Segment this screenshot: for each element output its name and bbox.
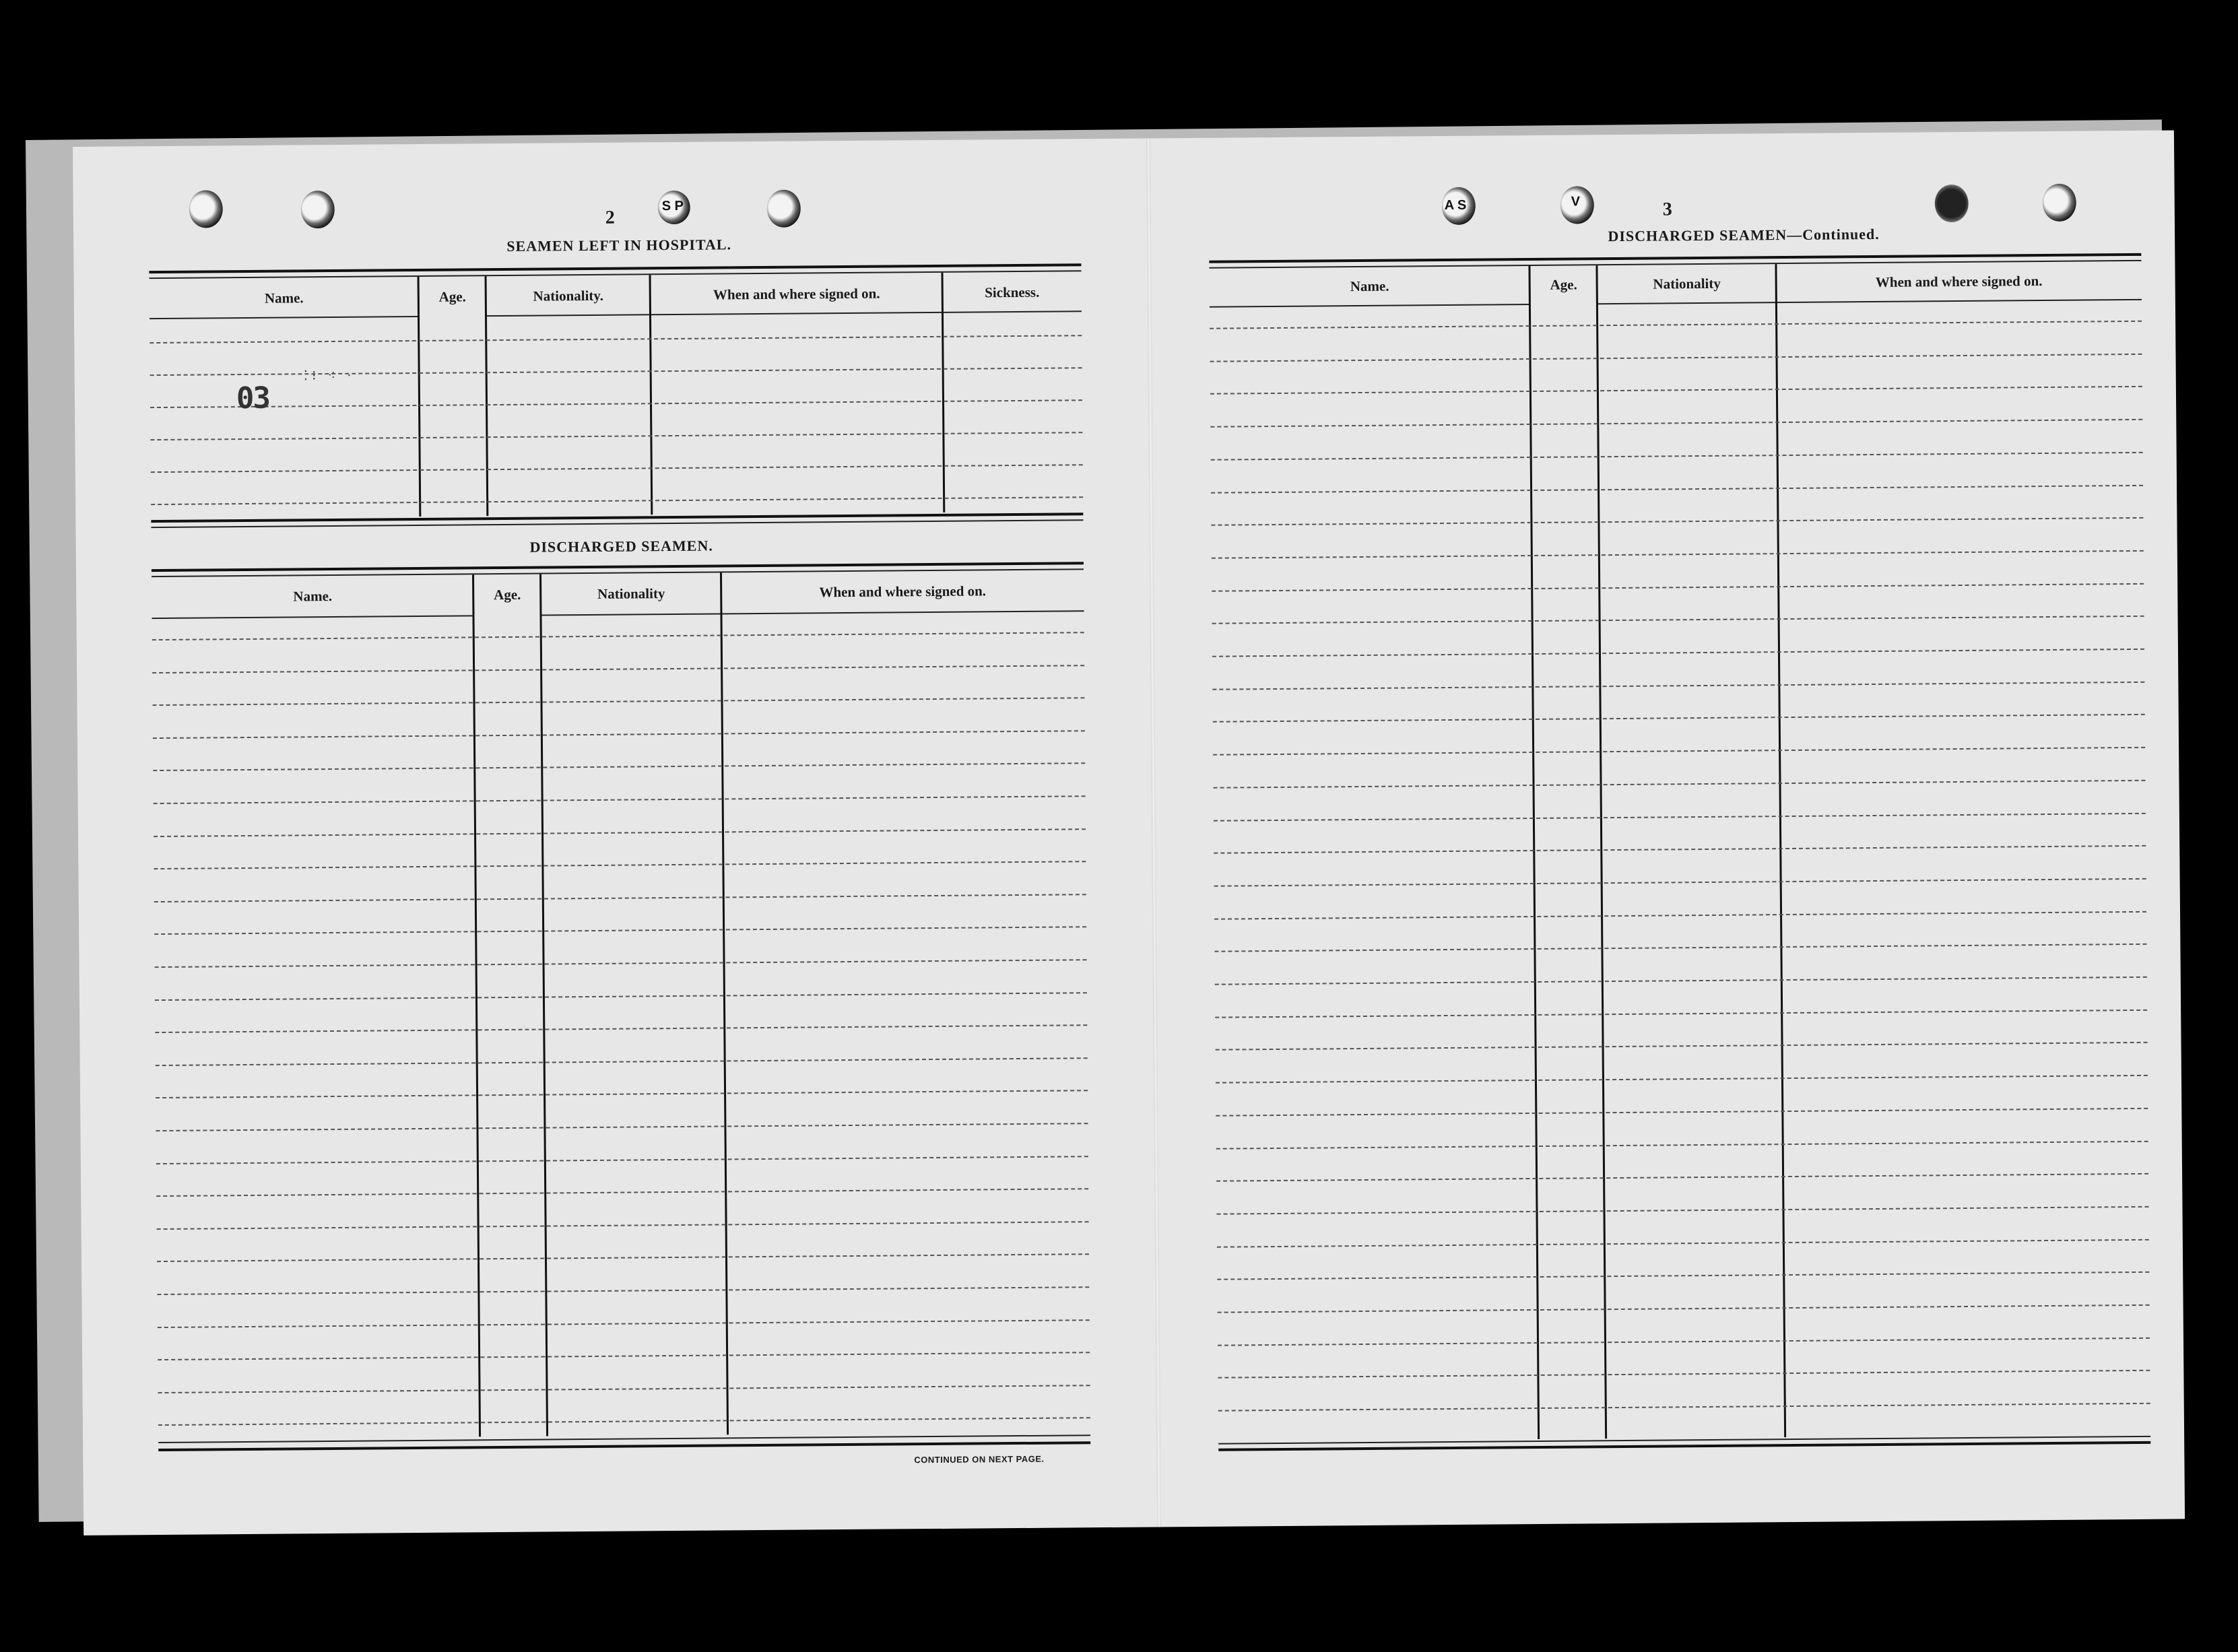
column-divider [1775, 264, 1786, 1437]
col-header-age: Age. [494, 586, 521, 603]
column-divider [418, 277, 422, 517]
ruled-row-line [1210, 321, 2142, 329]
ruled-row-line [1217, 1271, 2149, 1280]
punch-hole [2043, 184, 2076, 222]
page-number-right: 3 [1662, 199, 1672, 220]
ruled-row-line [1211, 484, 2143, 493]
col-header-nationality: Nationality [1653, 275, 1721, 292]
discharged-section-title: DISCHARGED SEAMEN. [529, 537, 713, 556]
col-header-nationality: Nationality [597, 585, 665, 602]
header-underline [541, 613, 721, 616]
ruled-row-line [1214, 878, 2146, 887]
ruled-row-line [1212, 550, 2144, 559]
ruled-row-line [1210, 386, 2142, 395]
continued-note: CONTINUED ON NEXT PAGE. [914, 1453, 1045, 1465]
col-header-name: Name. [264, 290, 304, 306]
ruled-row-line [1214, 780, 2146, 789]
header-underline [1210, 304, 1530, 308]
punch-hole [1935, 185, 1969, 222]
header-underline [1777, 299, 2142, 303]
ruled-row-line [1218, 1370, 2150, 1379]
ruled-row-line [155, 1024, 1087, 1033]
ruled-row-line [1216, 1140, 2148, 1149]
col-header-age: Age. [438, 288, 466, 305]
ruled-row-line [156, 1188, 1088, 1197]
header-underline [150, 316, 419, 319]
column-divider [720, 572, 729, 1434]
ruled-row-line [157, 1286, 1089, 1295]
ruled-row-line [156, 1090, 1088, 1099]
header-underline [651, 312, 943, 315]
col-header-age: Age. [1550, 276, 1577, 293]
ruled-row-line [1217, 1238, 2149, 1247]
ruled-row-line [1216, 1075, 2148, 1084]
col-header-signed-on: When and where signed on. [713, 285, 880, 303]
col-header-signed-on: When and where signed on. [819, 583, 987, 601]
column-divider [942, 273, 946, 513]
ruled-row-line [1218, 1304, 2150, 1313]
ruled-row-line [1215, 1010, 2147, 1018]
ruled-row-line [1215, 977, 2147, 985]
ruled-row-line [158, 1352, 1090, 1360]
ruled-row-line [1216, 1173, 2148, 1182]
ruled-row-line [1216, 1206, 2148, 1215]
ruled-row-line [1214, 911, 2146, 919]
ruled-row-line [155, 992, 1087, 1001]
ruled-row-line [1211, 517, 2143, 526]
ruled-row-line [1218, 1337, 2150, 1346]
ruled-row-line [1214, 812, 2146, 821]
ruled-row-line [154, 828, 1086, 837]
col-header-sickness: Sickness. [985, 284, 1040, 301]
ruled-row-line [1212, 583, 2144, 591]
header-underline [486, 314, 651, 317]
col-header-signed-on: When and where signed on. [1875, 273, 2043, 290]
punch-hole [767, 190, 801, 228]
header-underline [721, 610, 1084, 614]
col-header-name: Name. [293, 587, 333, 605]
ruled-row-line [1210, 419, 2142, 428]
ruled-row-line [1212, 682, 2144, 690]
hospital-section-title: SEAMEN LEFT IN HOSPITAL. [506, 236, 732, 255]
ruled-row-line [154, 861, 1086, 869]
ruled-row-line [1216, 1108, 2148, 1117]
ruled-row-line [154, 927, 1086, 935]
ruled-row-line [1214, 944, 2146, 952]
ruled-row-line [1214, 845, 2146, 854]
column-divider [649, 275, 653, 515]
page-fold [1146, 138, 1161, 1527]
ruled-row-line [1212, 616, 2144, 624]
ruled-row-line [158, 1319, 1090, 1328]
ruled-row-line [152, 632, 1084, 640]
punch-label: A S [1444, 197, 1467, 213]
discharged-continued-table [1209, 253, 2150, 1459]
header-underline [1598, 302, 1777, 304]
ruled-row-line [1213, 747, 2145, 756]
ruled-row-line [155, 959, 1087, 968]
column-divider [472, 574, 481, 1436]
punch-label: S P [661, 198, 684, 214]
ruled-row-line [154, 894, 1086, 902]
header-underline [943, 310, 1082, 313]
ruled-row-line [156, 1156, 1088, 1164]
ruled-row-line [157, 1254, 1089, 1263]
page-number-left: 2 [605, 207, 615, 228]
header-underline [152, 615, 473, 619]
ruled-row-line [153, 763, 1085, 772]
ruled-row-line [156, 1123, 1088, 1131]
col-header-nationality: Nationality. [533, 287, 604, 304]
discharged-table [152, 562, 1090, 1472]
column-divider [485, 276, 489, 516]
ruled-row-line [1218, 1403, 2150, 1412]
ruled-row-line [1216, 1042, 2148, 1051]
ink-specks: ⁚⁝ ⁖ · [303, 368, 356, 384]
punch-hole [189, 190, 223, 228]
ruled-row-line [152, 665, 1084, 673]
ruled-row-line [158, 1418, 1090, 1426]
hospital-table [149, 263, 1083, 531]
ruled-row-line [157, 1221, 1089, 1230]
punch-label: V [1571, 194, 1581, 209]
punch-hole [301, 191, 335, 228]
column-divider [539, 574, 548, 1436]
ruled-row-line [153, 730, 1085, 739]
ruled-row-line [1213, 714, 2145, 723]
column-divider [1528, 266, 1540, 1439]
column-divider [1595, 265, 1607, 1439]
ink-stamp: 03 [236, 381, 270, 416]
ruled-row-line [154, 795, 1086, 804]
discharged-continued-title: DISCHARGED SEAMEN—Continued. [1608, 225, 1880, 245]
ruled-row-line [153, 697, 1085, 706]
ruled-row-line [158, 1385, 1090, 1393]
ruled-row-line [1212, 649, 2144, 657]
ruled-row-line [1211, 452, 2143, 461]
ruled-row-line [156, 1057, 1088, 1066]
ledger-sheet [73, 130, 2185, 1535]
table-rule [158, 1441, 1090, 1451]
col-header-name: Name. [1350, 277, 1389, 295]
ruled-row-line [1210, 354, 2142, 362]
